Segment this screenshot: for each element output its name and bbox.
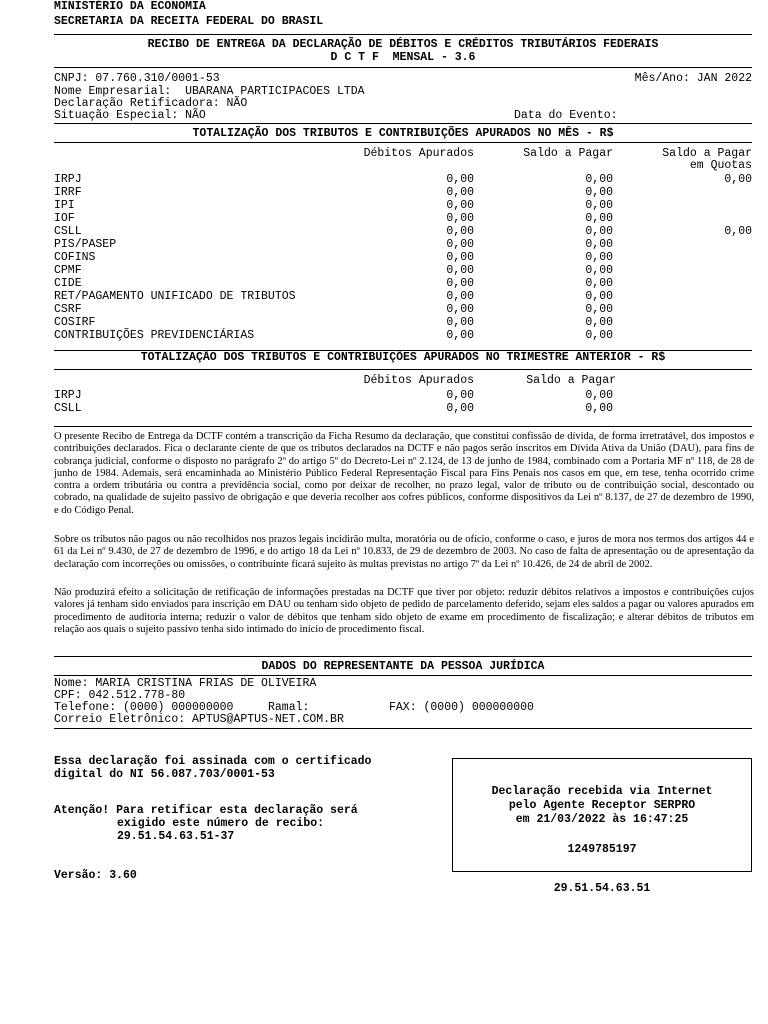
debitos-value: 0,00 — [446, 402, 474, 415]
tax-name: IPI — [54, 199, 75, 212]
legal-paragraph-3: Não produzirá efeito a solicitação de retificação de informações prestadas na DCTF que tiver por objeto: reduzir débitos relativos a impostos e contribuições cujos valores já tenham sido enviados para inscrição em DAU ou tenham sido objeto de pedido de parcelamento deferido, sejam eles saldos a pagar ou valores apurados em procedimento de auditoria interna; reduzir o valor de débitos que tenham sido objeto de exame em procedimento de fiscalização; e alterar débitos de tributos em relação aos quais o sujeito passivo tenha sido intimado do início de procedimento fiscal. — [54, 587, 754, 635]
divider — [54, 369, 752, 370]
debitos-value: 0,00 — [446, 389, 474, 402]
tax-name: CIDE — [54, 277, 82, 290]
quotas-value: 0,00 — [724, 225, 752, 238]
divider — [54, 656, 752, 657]
tax-name: CSLL — [54, 225, 82, 238]
table-row — [54, 303, 752, 316]
table-row — [54, 186, 752, 199]
saldo-value: 0,00 — [585, 402, 613, 415]
warning-receipt-number: 29.51.54.63.51-37 — [117, 830, 235, 843]
document-title: RECIBO DE ENTREGA DA DECLARAÇÃO DE DÉBITOS E CRÉDITOS TRIBUTÁRIOS FEDERAIS — [147, 38, 659, 51]
table-row — [54, 316, 752, 329]
receipt-box — [452, 758, 752, 872]
legal-paragraph-1: O presente Recibo de Entrega da DCTF contém a transcrição da Ficha Resumo da declaração, que constitui confissão de dívida, de forma irretratável, dos impostos e contribuições declarados. Fica o declarante ciente de que os tributos declarados na DCTF e não pagos serão inscritos em Dívida Ativa da União (DAU), para fins de cobrança judicial, conforme o disposto no parágrafo 2º do artigo 5º do Decreto-Lei nº 2.124, de 13 de junho de 1984, combinado com a Portaria MF nº 118, de 28 de junho de 1984. Ademais, será encaminhada ao Ministério Público Federal Representação Fiscal para Fins Penais nos casos em que, em tese, tenha ocorrido crime contra a ordem tributária ou contra a previdência social, como por deixar de recolher, no prazo legal, valor de tributo ou de contribuição social, descontado ou cobrado, na qualidade de sujeito passivo de obrigação e que deveria recolher aos cofres públicos, conforme dispositivos da Lei nº 8.137, de 27 de dezembro de 1990, e do Código Penal. — [54, 431, 754, 516]
saldo-value: 0,00 — [585, 199, 613, 212]
divider — [54, 142, 752, 143]
saldo-value: 0,00 — [585, 212, 613, 225]
legal-paragraph-2: Sobre os tributos não pagos ou não recolhidos nos prazos legais incidirão multa, moratória ou de ofício, conforme o caso, e juros de mora nos termos dos artigos 44 e 61 da Lei nº 9.430, de 27 de dezembro de 1996, e do artigo 18 da Lei nº 10.833, de 29 de dezembro de 2003. No caso de falta de apresentação ou de apresentação da declaração com incorreções ou omissões, o contribuinte ficará sujeito às multas previstas no artigo 7º da Lei nº 10.426, de 24 de abril de 2002. — [54, 534, 754, 570]
table-row — [54, 329, 752, 342]
col-header-debitos: Débitos Apurados — [363, 147, 474, 160]
debitos-value: 0,00 — [446, 173, 474, 186]
secretariat-header: SECRETARIA DA RECEITA FEDERAL DO BRASIL — [54, 15, 324, 28]
table-row — [54, 238, 752, 251]
table-row — [54, 173, 752, 186]
col-header-debitos-trimestre: Débitos Apurados — [363, 374, 474, 387]
debitos-value: 0,00 — [446, 316, 474, 329]
table-row — [54, 225, 752, 238]
period-field: Mês/Ano: JAN 2022 — [634, 72, 752, 85]
rep-ramal-field: Ramal: — [268, 701, 310, 714]
debitos-value: 0,00 — [446, 186, 474, 199]
tax-name: IRPJ — [54, 173, 82, 186]
tax-name: COFINS — [54, 251, 96, 264]
receipt-box-line2: pelo Agente Receptor SERPRO — [508, 799, 696, 812]
table-row — [54, 251, 752, 264]
debitos-value: 0,00 — [446, 225, 474, 238]
debitos-value: 0,00 — [446, 277, 474, 290]
saldo-value: 0,00 — [585, 225, 613, 238]
divider — [54, 426, 752, 427]
saldo-value: 0,00 — [585, 277, 613, 290]
retificadora-field: Declaração Retificadora: NÃO — [54, 97, 248, 110]
rep-phone-field: Telefone: (0000) 000000000 — [54, 701, 234, 714]
col-header-quotas-sub: em Quotas — [689, 159, 752, 172]
debitos-value: 0,00 — [446, 251, 474, 264]
warning-line1: Atenção! Para retificar esta declaração será — [54, 804, 358, 817]
debitos-value: 0,00 — [446, 238, 474, 251]
debitos-value: 0,00 — [446, 199, 474, 212]
debitos-value: 0,00 — [446, 329, 474, 342]
debitos-value: 0,00 — [446, 303, 474, 316]
monthly-totals-title: TOTALIZAÇÃO DOS TRIBUTOS E CONTRIBUIÇÕES APURADOS NO MÊS - R$ — [192, 127, 614, 140]
tax-name: PIS/PASEP — [54, 238, 117, 251]
cnpj-field: CNPJ: 07.760.310/0001-53 — [54, 72, 220, 85]
saldo-value: 0,00 — [585, 389, 613, 402]
tax-name: IRPJ — [54, 389, 82, 402]
rep-fax-field: FAX: (0000) 000000000 — [389, 701, 534, 714]
representative-title: DADOS DO REPRESENTANTE DA PESSOA JURÍDICA — [261, 660, 545, 673]
table-row — [54, 290, 752, 303]
col-header-saldo-trimestre: Saldo a Pagar — [526, 374, 616, 387]
warning-line2: exigido este número de recibo: — [117, 817, 325, 830]
table-row — [54, 277, 752, 290]
document-subtitle: D C T F MENSAL - 3.6 — [330, 51, 476, 64]
company-name-field: Nome Empresarial: UBARANA PARTICIPACOES LTDA — [54, 85, 365, 98]
rep-cpf-field: CPF: 042.512.778-80 — [54, 689, 186, 702]
table-row — [54, 389, 752, 402]
divider — [54, 67, 752, 68]
saldo-value: 0,00 — [585, 251, 613, 264]
col-header-quotas: Saldo a Pagar — [662, 147, 752, 160]
tax-name: CPMF — [54, 264, 82, 277]
divider — [54, 123, 752, 124]
quotas-value: 0,00 — [724, 173, 752, 186]
debitos-value: 0,00 — [446, 264, 474, 277]
table-row — [54, 199, 752, 212]
table-row — [54, 264, 752, 277]
divider — [54, 34, 752, 35]
tax-name: CONTRIBUIÇÕES PREVIDENCIÁRIAS — [54, 329, 255, 342]
table-row — [54, 402, 752, 415]
saldo-value: 0,00 — [585, 290, 613, 303]
divider — [54, 675, 752, 676]
receipt-box-line1: Declaração recebida via Internet — [491, 785, 713, 798]
saldo-value: 0,00 — [585, 264, 613, 277]
debitos-value: 0,00 — [446, 290, 474, 303]
signature-note-line2: digital do NI 56.087.703/0001-53 — [54, 768, 275, 781]
signature-note-line1: Essa declaração foi assinada com o certificado — [54, 755, 372, 768]
debitos-value: 0,00 — [446, 212, 474, 225]
tax-name: RET/PAGAMENTO UNIFICADO DE TRIBUTOS — [54, 290, 296, 303]
tax-name: COSIRF — [54, 316, 96, 329]
saldo-value: 0,00 — [585, 238, 613, 251]
divider — [54, 728, 752, 729]
rep-email-field: Correio Eletrônico: APTUS@APTUS-NET.COM.BR — [54, 713, 344, 726]
col-header-saldo: Saldo a Pagar — [523, 147, 613, 160]
tax-name: IOF — [54, 212, 75, 225]
rep-name-field: Nome: MARIA CRISTINA FRIAS DE OLIVEIRA — [54, 677, 317, 690]
ministry-header: MINISTÉRIO DA ECONOMIA — [54, 0, 206, 13]
saldo-value: 0,00 — [585, 173, 613, 186]
receipt-box-line3: em 21/03/2022 às 16:47:25 — [515, 813, 689, 826]
receipt-number: 29.51.54.63.51 — [553, 882, 651, 895]
table-row — [54, 212, 752, 225]
version-label: Versão: 3.60 — [54, 869, 137, 882]
saldo-value: 0,00 — [585, 186, 613, 199]
event-date-field: Data do Evento: — [514, 109, 618, 122]
tax-name: IRRF — [54, 186, 82, 199]
situacao-field: Situação Especial: NÃO — [54, 109, 206, 122]
receipt-box-code: 1249785197 — [567, 843, 637, 856]
saldo-value: 0,00 — [585, 316, 613, 329]
quarter-totals-title: TOTALIZAÇÃO DOS TRIBUTOS E CONTRIBUIÇÕES APURADOS NO TRIMESTRE ANTERIOR - R$ — [140, 351, 666, 364]
tax-name: CSLL — [54, 402, 82, 415]
tax-name: CSRF — [54, 303, 82, 316]
saldo-value: 0,00 — [585, 303, 613, 316]
saldo-value: 0,00 — [585, 329, 613, 342]
